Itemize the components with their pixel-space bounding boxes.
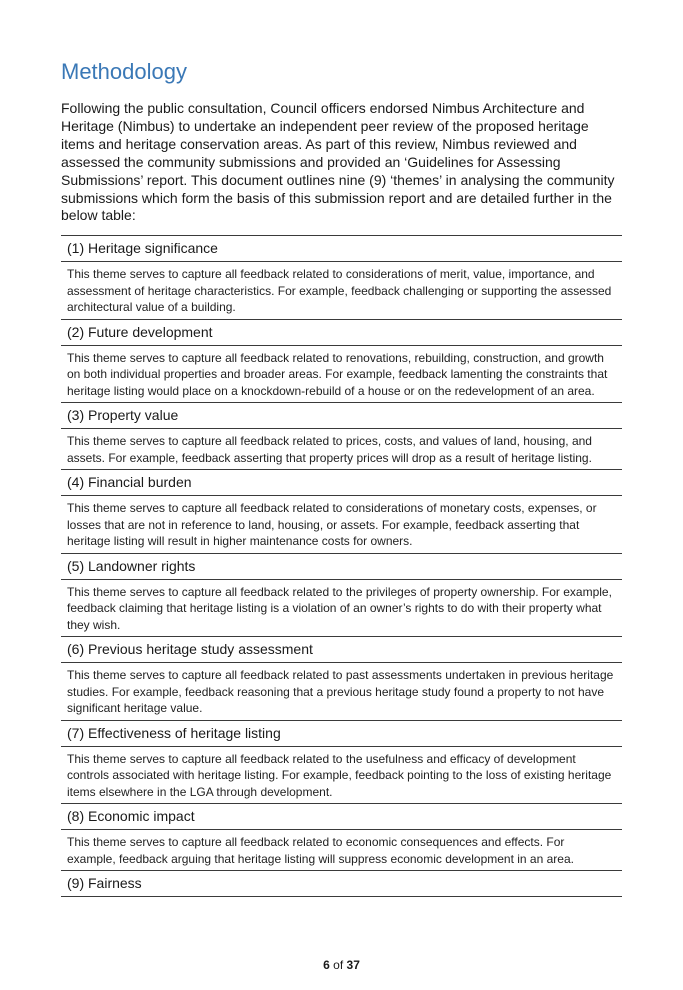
theme-title: (5) Landowner rights bbox=[61, 553, 622, 580]
theme-description: This theme serves to capture all feedback related to prices, costs, and values of land, housing, and assets. For example, feedback asserting that property prices will drop as a result of heritage listing. bbox=[67, 434, 592, 465]
theme-description: This theme serves to capture all feedback related to the usefulness and efficacy of development controls associated with heritage listing. For example, feedback pointing to the loss of existing heritage items elsewhere in the LGA through development. bbox=[67, 751, 612, 799]
theme-title: (4) Financial burden bbox=[61, 469, 622, 496]
theme-title: (6) Previous heritage study assessment bbox=[61, 636, 622, 663]
theme-title: (8) Economic impact bbox=[61, 803, 622, 830]
page-total: 37 bbox=[346, 958, 360, 972]
theme-description: This theme serves to capture all feedback related to the privileges of property ownership. For example, feedback claiming that heritage listing is a violation of an owner’s rights to do with their property what they wish. bbox=[67, 584, 612, 632]
theme-title: (1) Heritage significance bbox=[61, 235, 622, 262]
page-title: Methodology bbox=[61, 59, 187, 84]
theme-description: This theme serves to capture all feedback related to past assessments undertaken in previous heritage studies. For example, feedback reasoning that a previous heritage study found a property to not have significant heritage value. bbox=[67, 668, 614, 716]
page-of-label: of bbox=[333, 958, 344, 972]
theme-title: (9) Fairness bbox=[61, 870, 622, 896]
theme-description: This theme serves to capture all feedback related to economic consequences and effects. For example, feedback arguing that heritage listing will suppress economic development in an area. bbox=[67, 835, 574, 866]
intro-paragraph: Following the public consultation, Council officers endorsed Nimbus Architecture and Heritage (Nimbus) to undertake an independent peer review of the proposed heritage items and heritage conservation areas. As part of this review, Nimbus reviewed and assessed the community submissions and provided an ‘Guidelines for Assessing Submissions’ report. This document outlines nine (9) ‘themes’ in analysing the community submissions which form the basis of this submission report and are detailed further in the below table: bbox=[61, 100, 615, 224]
theme-description: This theme serves to capture all feedback related to considerations of merit, value, importance, and assessment of heritage characteristics. For example, feedback challenging or supporting the assessed architectural value of a building. bbox=[67, 267, 612, 315]
theme-title: (7) Effectiveness of heritage listing bbox=[61, 720, 622, 747]
theme-description: This theme serves to capture all feedback related to considerations of monetary costs, expenses, or losses that are not in reference to land, housing, or assets. For example, feedback asserting that heritage listing will result in higher maintenance costs for owners. bbox=[67, 501, 597, 549]
theme-title: (3) Property value bbox=[61, 402, 622, 429]
document-page bbox=[61, 56, 622, 897]
theme-description: This theme serves to capture all feedback related to renovations, rebuilding, construction, and growth on both individual properties and broader areas. For example, feedback lamenting the constraints that heritage listing would place on a knockdown-rebuild of a house or on the redevelopment of an area. bbox=[67, 350, 608, 398]
page-footer bbox=[0, 958, 683, 972]
themes-table bbox=[61, 235, 622, 897]
page-number: 6 bbox=[323, 958, 330, 972]
theme-title: (2) Future development bbox=[61, 319, 622, 346]
